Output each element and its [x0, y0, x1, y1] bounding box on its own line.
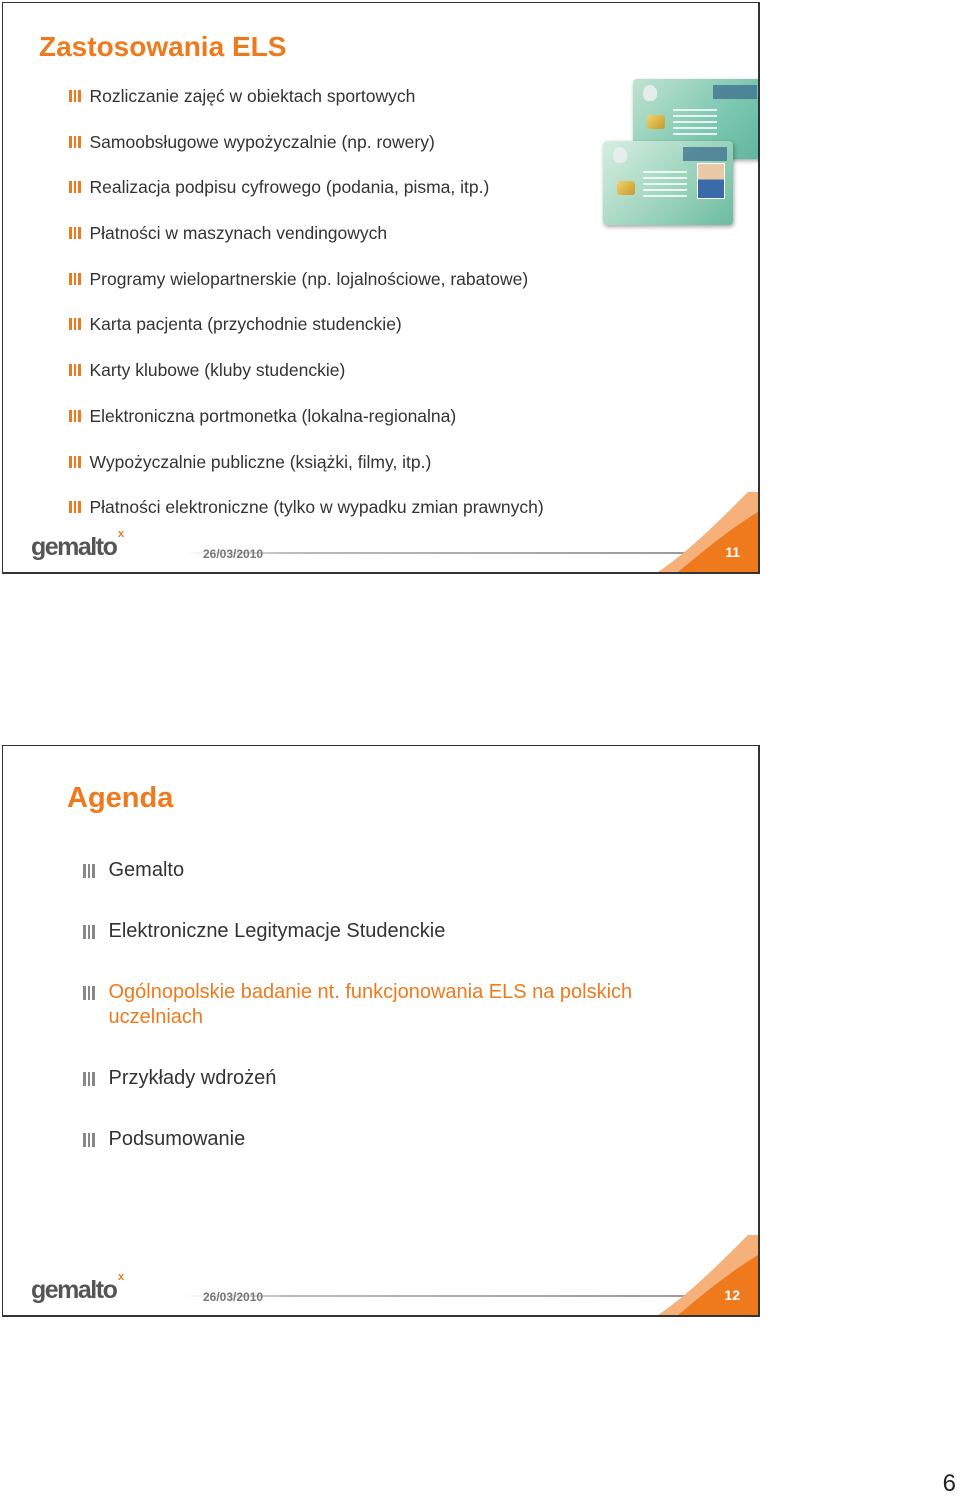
triple-bar-bullet-icon: [69, 273, 81, 285]
gemalto-logo: gemalto: [31, 533, 117, 561]
slide-number: 11: [725, 544, 740, 560]
slide-12: [2, 745, 760, 1317]
slide-date: 26/03/2010: [203, 1290, 264, 1304]
slide-footer: [3, 512, 758, 572]
slide-footer: [3, 1255, 758, 1315]
list-item: Realizacja podpisu cyfrowego (podania, pisma, itp.): [69, 176, 729, 222]
list-item: Elektroniczna portmonetka (lokalna-regionalna): [69, 405, 729, 451]
logo-mark-icon: x: [118, 1271, 125, 1283]
triple-bar-bullet-icon: [69, 136, 81, 148]
list-item: Rozliczanie zajęć w obiektach sportowych: [69, 85, 729, 131]
triple-bar-bullet-icon: [69, 181, 81, 193]
gemalto-logo: gemalto: [31, 1276, 117, 1304]
agenda-list: [83, 858, 723, 1188]
triple-bar-bullet-icon: [83, 986, 95, 1000]
triple-bar-bullet-icon: [69, 364, 81, 376]
slide-11: [2, 2, 760, 574]
triple-bar-bullet-icon: [83, 864, 95, 878]
orange-swoosh-icon: [648, 492, 758, 572]
orange-swoosh-icon: [648, 1235, 758, 1315]
list-item: Samoobsługowe wypożyczalnie (np. rowery): [69, 131, 729, 177]
applications-list: [69, 85, 729, 542]
list-item: Podsumowanie: [83, 1127, 723, 1152]
slide-date: 26/03/2010: [203, 547, 264, 561]
document-page-number: 6: [942, 1470, 956, 1497]
list-item: Przykłady wdrożeń: [83, 1066, 723, 1091]
triple-bar-bullet-icon: [83, 1072, 95, 1086]
list-item: Elektroniczne Legitymacje Studenckie: [83, 919, 723, 944]
list-item: Gemalto: [83, 858, 723, 883]
list-item: Programy wielopartnerskie (np. lojalnościowe, rabatowe): [69, 268, 729, 314]
list-item: Płatności elektroniczne (tylko w wypadku zmian prawnych): [69, 496, 729, 542]
triple-bar-bullet-icon: [69, 410, 81, 422]
logo-mark-icon: x: [118, 528, 125, 540]
triple-bar-bullet-icon: [83, 1133, 95, 1147]
footer-divider: [183, 1295, 718, 1297]
triple-bar-bullet-icon: [69, 456, 81, 468]
footer-divider: [183, 552, 718, 554]
triple-bar-bullet-icon: [83, 925, 95, 939]
triple-bar-bullet-icon: [69, 318, 81, 330]
list-item: Karta pacjenta (przychodnie studenckie): [69, 313, 729, 359]
list-item: Płatności w maszynach vendingowych: [69, 222, 729, 268]
list-item: Wypożyczalnie publiczne (książki, filmy, itp.): [69, 451, 729, 497]
triple-bar-bullet-icon: [69, 90, 81, 102]
triple-bar-bullet-icon: [69, 227, 81, 239]
slide-title: Agenda: [67, 782, 174, 814]
list-item: Karty klubowe (kluby studenckie): [69, 359, 729, 405]
slide-title: Zastosowania ELS: [39, 31, 287, 62]
list-item: Ogólnopolskie badanie nt. funkcjonowania ELS na polskich uczelniach: [83, 980, 723, 1030]
slide-number: 12: [724, 1287, 740, 1303]
